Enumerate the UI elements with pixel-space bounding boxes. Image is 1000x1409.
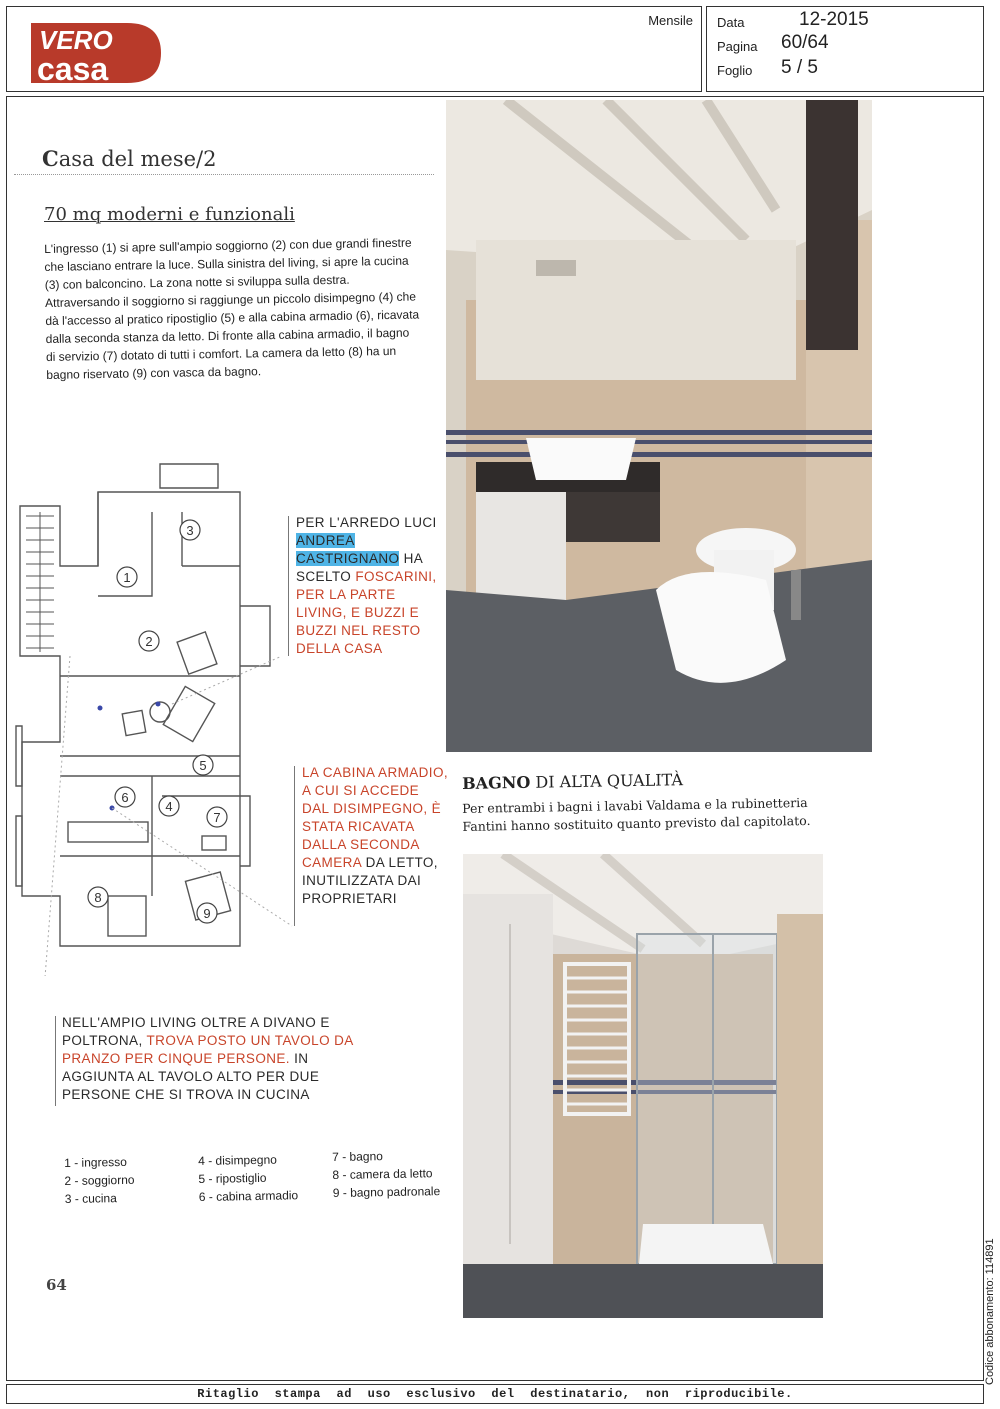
pagina-label: Pagina bbox=[717, 39, 758, 54]
plan-number-6: 6 bbox=[121, 790, 129, 805]
foglio-value: 5 / 5 bbox=[781, 57, 818, 78]
section-title bbox=[42, 146, 216, 171]
caption-bar bbox=[288, 516, 289, 656]
caption-wardrobe bbox=[302, 764, 450, 908]
legend-item: 6 - cabina armadio bbox=[198, 1188, 299, 1204]
caption-wardrobe-text: DA LETTO, INUTILIZZATA DAI PROPRIETARI bbox=[302, 855, 438, 906]
section-title-rest: asa del mese/2 bbox=[58, 147, 217, 171]
caption-wardrobe-red: LA CABINA ARMADIO, A CUI SI ACCEDE DAL DISIMPEGNO, È STATA RICAVATA DALLA SECONDA CAMERA bbox=[302, 765, 448, 870]
data-label: Data bbox=[717, 15, 745, 30]
data-value: 12-2015 bbox=[799, 9, 869, 30]
reproduction-notice: Ritaglio stampa ad uso esclusivo del destinatario, non riproducibile. bbox=[6, 1384, 984, 1404]
caption-lighting-text: PER L'ARREDO LUCI bbox=[296, 515, 437, 530]
caption-lighting-red: FOSCARINI, PER LA PARTE LIVING, E BUZZI E BUZZI NEL RESTO DELLA CASA bbox=[296, 569, 437, 656]
plan-number-4: 4 bbox=[165, 799, 173, 814]
plan-number-8: 8 bbox=[94, 890, 102, 905]
photo-title-rest: DI ALTA QUALITÀ bbox=[530, 770, 684, 792]
verocasa-logo bbox=[31, 19, 163, 87]
legend-item: 8 - camera da letto bbox=[332, 1166, 433, 1182]
plan-number-5: 5 bbox=[199, 758, 207, 773]
plan-number-2: 2 bbox=[145, 634, 153, 649]
logo-bottom-text: casa bbox=[37, 51, 109, 87]
floor-plan bbox=[12, 456, 302, 976]
section-divider bbox=[14, 174, 434, 175]
bathroom-photo-2 bbox=[463, 854, 823, 1318]
legend-item: 3 - cucina bbox=[64, 1191, 117, 1206]
legend-item: 7 - bagno bbox=[332, 1149, 383, 1164]
caption-bar bbox=[294, 766, 295, 926]
bathroom-photo-1 bbox=[446, 100, 872, 752]
photo-caption: Per entrambi i bagni i lavabi Valdama e la rubinetteria Fantini hanno sostituito quanto previsto dal capitolato. bbox=[462, 794, 811, 834]
legend-column-2 bbox=[198, 1150, 298, 1206]
legend-column-3 bbox=[332, 1146, 440, 1202]
header-right-box bbox=[706, 6, 984, 92]
photo-title bbox=[462, 770, 683, 793]
plan-number-9: 9 bbox=[203, 906, 211, 921]
caption-lighting-highlight: ANDREA CASTRIGNANO bbox=[296, 533, 400, 566]
caption-lighting-text-2: HA SCELTO bbox=[296, 551, 423, 584]
caption-bar bbox=[55, 1016, 56, 1106]
plan-number-3: 3 bbox=[186, 523, 194, 538]
article-subtitle: 70 mq moderni e funzionali bbox=[44, 204, 295, 225]
legend-item: 4 - disimpegno bbox=[198, 1152, 277, 1168]
legend-item: 2 - soggiorno bbox=[64, 1172, 135, 1188]
caption-living-red: TROVA POSTO UN TAVOLO DA PRANZO PER CINQUE PERSONE. bbox=[62, 1033, 353, 1066]
page-number: 64 bbox=[46, 1276, 67, 1294]
legend-item: 9 - bagno padronale bbox=[332, 1184, 441, 1200]
photo-title-bold: BAGNO bbox=[462, 772, 531, 793]
legend-item: 5 - ripostiglio bbox=[198, 1170, 267, 1186]
pagina-value: 60/64 bbox=[781, 32, 829, 53]
plan-number-7: 7 bbox=[213, 810, 221, 825]
caption-living-text: NELL'AMPIO LIVING OLTRE A DIVANO E POLTRONA, bbox=[62, 1015, 330, 1048]
subscription-code: Codice abbonamento: 114891 bbox=[984, 1238, 996, 1385]
plan-number-1: 1 bbox=[123, 570, 131, 585]
legend-item: 1 - ingresso bbox=[64, 1154, 127, 1170]
section-title-initial: C bbox=[42, 146, 59, 171]
foglio-label: Foglio bbox=[717, 63, 753, 78]
logo-top-text: VERO bbox=[39, 25, 113, 55]
caption-living-text-2: IN AGGIUNTA AL TAVOLO ALTO PER DUE PERSONE CHE SI TROVA IN CUCINA bbox=[62, 1051, 320, 1102]
header-left-box bbox=[6, 6, 702, 92]
caption-living bbox=[62, 1014, 362, 1104]
article-intro: L'ingresso (1) si apre sull'ampio soggiorno (2) con due grandi finestre che lasciano entrare la luce. Sulla sinistra del living, si apre la cucina (3) con balconcino. La zona notte si sviluppa sulla destra. Attraversando il soggiorno si raggiunge un piccolo disimpegno (4) che dà l'accesso al pratico ripostiglio (5) e alla cabina armadio (6), ricavata dalla seconda stanza da letto. Di fronte alla cabina armadio, il bagno di servizio (7) dotato di tutti i comfort. La camera da letto (8) ha un bagno riservato (9) con vasca da bagno. bbox=[44, 235, 420, 382]
legend-column-1 bbox=[64, 1153, 135, 1208]
caption-lighting bbox=[296, 514, 446, 658]
periodicity: Mensile bbox=[648, 13, 693, 28]
